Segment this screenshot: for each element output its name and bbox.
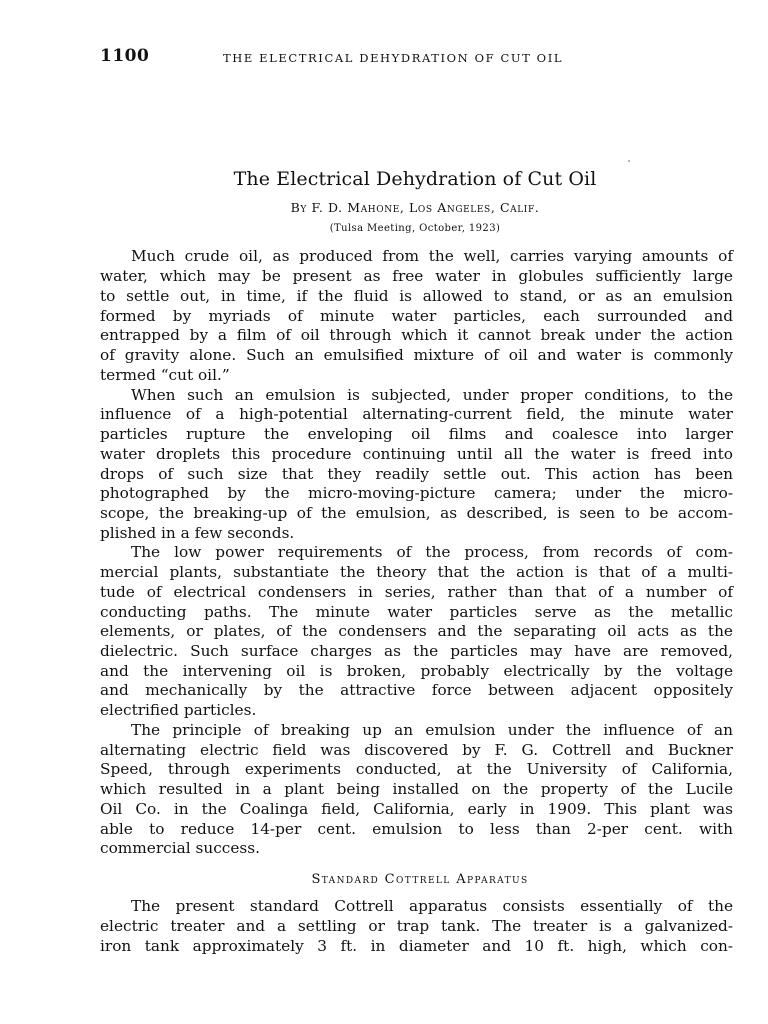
paragraph-line: which resulted in a plant being installed on the property of the Lucile [100,780,733,798]
paragraph-line: formed by myriads of minute water particles, each surrounded and [100,307,733,325]
paragraph-line: alternating electric field was discovered by F. G. Cottrell and Buckner [100,741,733,759]
paragraph-line: tude of electrical condensers in series, rather than that of a number of [100,583,733,601]
paragraph-line: electric treater and a settling or trap tank. The treater is a galvanized- [100,917,733,935]
paragraph-line: to settle out, in time, if the fluid is allowed to stand, or as an emulsion [100,287,733,305]
paragraph-line: of gravity alone. Such an emulsified mixture of oil and water is commonly [100,346,733,364]
paragraph-line: termed “cut oil.” [100,366,230,384]
paragraph-line: dielectric. Such surface charges as the particles may have are removed, [100,642,733,660]
paragraph-line: The low power requirements of the process, from records of com- [131,543,733,561]
paragraph-line: commercial success. [100,839,260,857]
paragraph-line: Speed, through experiments conducted, at the University of California, [100,760,733,778]
paragraph-line: elements, or plates, of the condensers and the separating oil acts as the [100,622,733,640]
paragraph-line: iron tank approximately 3 ft. in diameter and 10 ft. high, which con- [100,937,733,955]
paragraph-line: and mechanically by the attractive force between adjacent oppositely [100,681,733,699]
paragraph-line: photographed by the micro-moving-picture camera; under the micro- [100,484,733,502]
page-number: 1100 [100,46,150,66]
paragraph-line: Oil Co. in the Coalinga field, California, early in 1909. This plant was [100,800,733,818]
meeting-note: (Tulsa Meeting, October, 1923) [329,223,501,234]
section-heading: Standard Cottrell Apparatus [311,872,529,887]
article-byline: By F. D. Mahone, Los Angeles, Calif. [290,200,540,215]
paragraph-line: electrified particles. [100,701,257,719]
paragraph-line: influence of a high-potential alternating-current field, the minute water [100,405,733,423]
paragraph-line: mercial plants, substantiate the theory that the action is that of a multi- [100,563,733,581]
paragraph-line: The principle of breaking up an emulsion under the influence of an [131,721,733,739]
scan-speck [628,160,630,162]
paragraph-line: Much crude oil, as produced from the well, carries varying amounts of [131,247,733,265]
paragraph-line: water droplets this procedure continuing until all the water is freed into [100,445,733,463]
paragraph-line: entrapped by a film of oil through which it cannot break under the action [100,326,733,344]
paragraph-line: particles rupture the enveloping oil films and coalesce into larger [100,425,733,443]
article-title: The Electrical Dehydration of Cut Oil [233,168,597,190]
paragraph-line: When such an emulsion is subjected, under proper conditions, to the [131,386,733,404]
running-header [100,46,710,70]
paragraph-line: conducting paths. The minute water particles serve as the metallic [100,603,733,621]
paragraph-line: able to reduce 14-per cent. emulsion to less than 2-per cent. with [100,820,733,838]
paragraph-line: scope, the breaking-up of the emulsion, as described, is seen to be accom- [100,504,733,522]
running-title: THE ELECTRICAL DEHYDRATION OF CUT OIL [223,51,564,65]
paragraph-line: water, which may be present as free water in globules sufficiently large [100,267,733,285]
paragraph-line: The present standard Cottrell apparatus consists essentially of the [131,897,733,915]
paragraph-line: plished in a few seconds. [100,524,295,542]
paragraph-line: drops of such size that they readily settle out. This action has been [100,465,733,483]
paragraph-line: and the intervening oil is broken, probably electrically by the voltage [100,662,733,680]
